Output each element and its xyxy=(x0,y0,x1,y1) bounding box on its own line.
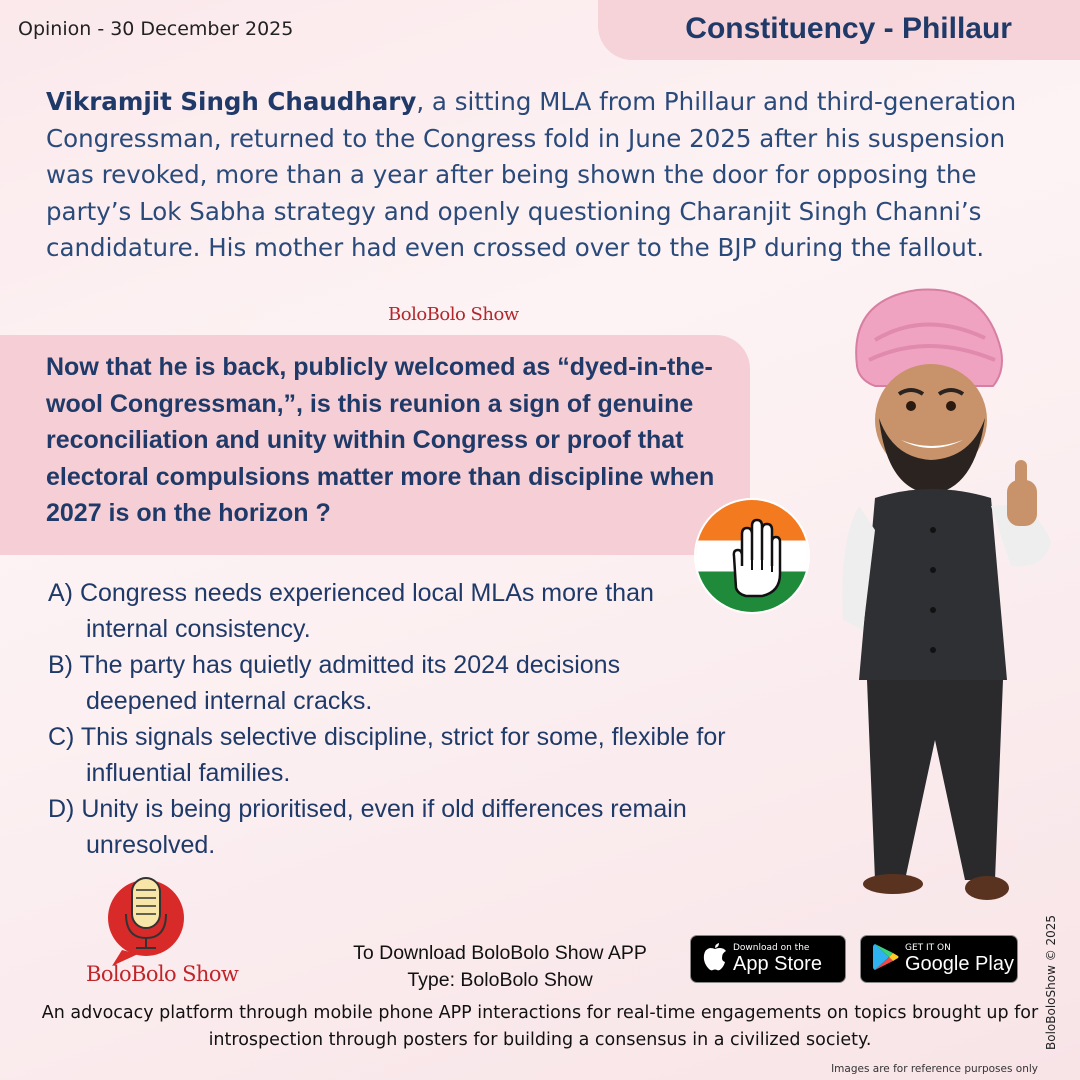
side-copyright: BoloBoloShow © 2025 xyxy=(1044,914,1058,1050)
post-date: Opinion - 30 December 2025 xyxy=(18,18,294,40)
mla-name: Vikramjit Singh Chaudhary xyxy=(46,87,417,116)
option-c[interactable]: C) This signals selective discipline, strict for some, flexible for influential families. xyxy=(48,723,726,787)
option-a[interactable]: A) Congress needs experienced local MLAs more than internal consistency. xyxy=(48,579,654,643)
download-instructions xyxy=(320,940,680,994)
image-disclaimer: Images are for reference purposes only xyxy=(831,1063,1038,1075)
app-store-badge[interactable] xyxy=(690,935,846,983)
option-b[interactable]: B) The party has quietly admitted its 2024 decisions deepened internal cracks. xyxy=(48,651,621,715)
bolobolo-logo-text: BoloBolo Show xyxy=(86,962,239,986)
google-play-icon xyxy=(873,943,899,975)
question-text: Now that he is back, publicly welcomed as “dyed-in-the-wool Congressman,”, is this reunion a sign of genuine reconciliation and unity within Congress or proof that electoral compulsions matter more than discipline when 2027 is on the horizon ? xyxy=(46,353,715,527)
google-play-badge[interactable] xyxy=(860,935,1018,983)
download-line-1: To Download BoloBolo Show APP xyxy=(353,942,647,964)
download-line-2: Type: BoloBolo Show xyxy=(407,969,593,991)
constituency-title: Constituency - Phillaur xyxy=(685,12,1012,45)
option-d[interactable]: D) Unity is being prioritised, even if old differences remain unresolved. xyxy=(48,795,687,859)
intro-text: , a sitting MLA from Phillaur and third-generation Congressman, returned to the Congress fold in June 2025 after his suspension was revoked, more than a year after being shown the door for opposing the party’s Lok Sabha strategy and openly questioning Charanjit Singh Channi’s candidature. His mother had even crossed over to the BJP during the fallout. xyxy=(46,87,1017,262)
play-big-text: Google Play xyxy=(905,953,1014,975)
options-list xyxy=(48,575,728,863)
intro-paragraph xyxy=(46,84,1046,267)
appstore-big-text: App Store xyxy=(733,953,822,975)
appstore-small-text: Download on the xyxy=(733,943,810,953)
politician-caricature xyxy=(835,280,1065,920)
apple-icon xyxy=(703,943,727,975)
play-small-text: GET IT ON xyxy=(905,943,951,953)
party-hand-logo-icon xyxy=(696,500,808,612)
advocacy-statement: An advocacy platform through mobile phone APP interactions for real-time engagements on topics brought up for introspection through posters for building a consensus in a civilized society. xyxy=(41,1003,1039,1050)
watermark: BoloBolo Show xyxy=(388,304,519,325)
